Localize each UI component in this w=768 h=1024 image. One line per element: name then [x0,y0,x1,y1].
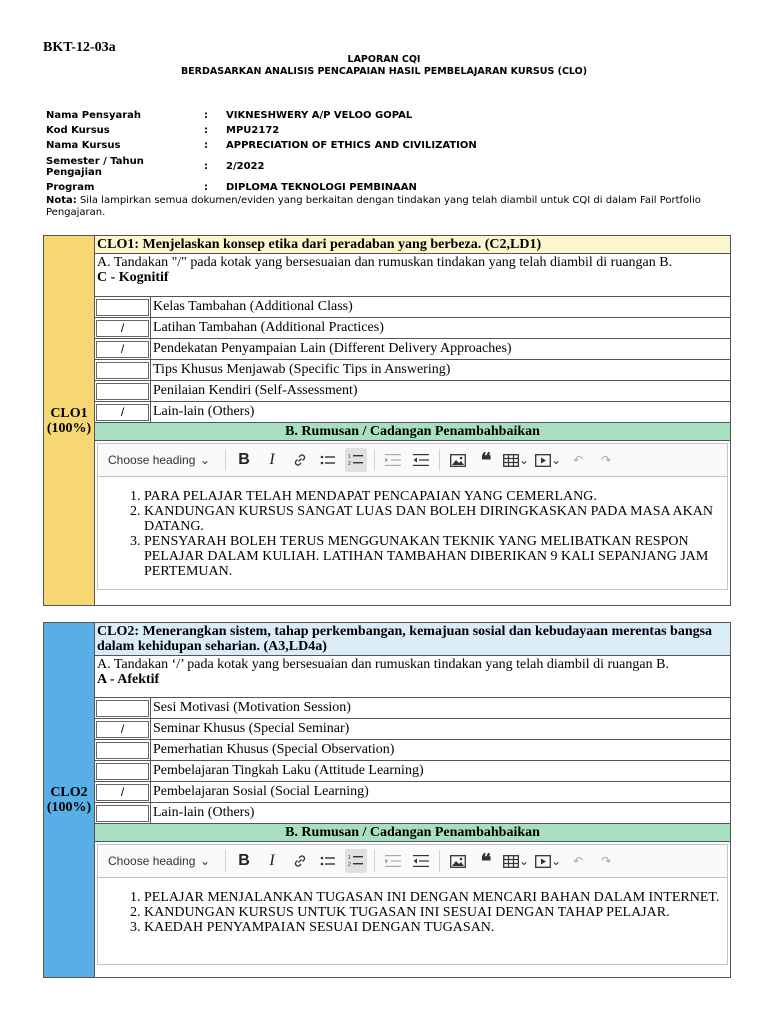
media-icon[interactable] [535,448,561,472]
checkbox[interactable]: / [96,404,149,421]
clo1-section [43,235,731,606]
decrease-indent-icon[interactable] [382,448,404,472]
clo2-instruction: A. Tandakan ‘/’ pada kotak yang bersesuaian dan rumuskan tindakan yang telah diambil di ruangan B. [97,657,669,672]
toolbar-divider [374,850,375,872]
toolbar-divider [225,850,226,872]
checkbox-cell [95,761,151,781]
info-value: VIKNESHWERY A/P VELOO GOPAL [226,110,413,121]
info-row-program [46,180,477,195]
clo1-summary-list [104,489,721,579]
note-text: Sila lampirkan semua dokumen/eviden yang berkaitan dengan tindakan yang telah diambil untuk CQI di dalam Fail Portfolio Pengajaran. [46,195,701,218]
checkbox[interactable] [96,805,149,822]
clo1-editor[interactable] [97,477,728,590]
option-label: Pembelajaran Sosial (Social Learning) [153,784,369,799]
info-label: Semester / Tahun Pengajian [46,155,144,178]
info-colon: : [204,182,208,193]
blockquote-icon[interactable]: ❝ [480,448,492,472]
svg-text:2: 2 [348,862,351,868]
option-row [95,698,730,719]
info-value: APPRECIATION OF ETHICS AND CIVILIZATION [226,140,477,151]
clo1-improvement-header: B. Rumusan / Cadangan Penambahbaikan [95,423,730,441]
option-row [95,719,730,740]
list-item: 2. KANDUNGAN KURSUS SANGAT LUAS DAN BOLEH DIRINGKASKAN PADA MASA AKAN DATANG. [144,504,721,534]
svg-text:1: 1 [348,855,351,861]
clo2-percentage: (100%) [46,800,92,815]
checkbox[interactable] [96,700,149,717]
checkbox-cell [95,803,151,823]
option-row [95,339,730,360]
chevron-down-icon: ⌄ [519,854,530,868]
clo1-title: CLO1: Menjelaskan konsep etika dari peradaban yang berbeza. (C2,LD1) [95,236,730,254]
checkbox-cell [95,318,151,338]
redo-icon[interactable]: ↷ [601,854,612,868]
info-value: DIPLOMA TEKNOLOGI PEMBINAAN [226,182,417,193]
checkbox[interactable] [96,383,149,400]
undo-icon[interactable]: ↶ [573,854,584,868]
redo-icon[interactable]: ↷ [601,453,612,467]
clo1-instruction: A. Tandakan "/" pada kotak yang bersesuaian dan rumuskan tindakan yang telah diambil di ruangan B. [97,255,673,270]
info-value: MPU2172 [226,125,280,136]
report-title-line1: LAPORAN CQI [347,54,421,65]
option-row [95,402,730,423]
checkbox[interactable] [96,362,149,379]
clo2-title: CLO2: Menerangkan sistem, tahap perkembangan, kemajuan sosial dan kebudayaan merentas bangsa dalam kehidupan seharian. (A3,LD4a) [95,623,730,656]
chevron-down-icon: ⌄ [551,453,562,467]
checkbox[interactable]: / [96,320,149,337]
list-item: 1. PARA PELAJAR TELAH MENDAPAT PENCAPAIAN YANG CEMERLANG. [144,489,721,504]
heading-dropdown-label: Choose heading [108,854,196,868]
option-label: Sesi Motivasi (Motivation Session) [153,700,351,715]
report-title-line2: BERDASARKAN ANALISIS PENCAPAIAN HASIL PEMBELAJARAN KURSUS (CLO) [180,66,588,77]
clo1-editor-toolbar [97,443,728,477]
info-colon: : [204,140,208,151]
option-row [95,360,730,381]
checkbox[interactable] [96,299,149,316]
chevron-down-icon: ⌄ [551,854,562,868]
checkbox[interactable] [96,763,149,780]
bold-icon[interactable]: B [238,451,250,468]
chevron-down-icon: ⌄ [199,854,210,868]
heading-dropdown-label: Choose heading [108,453,196,467]
media-icon[interactable] [535,849,561,873]
option-label: Seminar Khusus (Special Seminar) [153,721,350,736]
option-label: Lain-lain (Others) [153,805,255,820]
bold-icon[interactable]: B [238,852,250,869]
clo1-options [95,296,730,423]
image-icon[interactable] [447,448,469,472]
info-label: Program [46,182,95,193]
list-item: 2. KANDUNGAN KURSUS UNTUK TUGASAN INI SESUAI DENGAN TAHAP PELAJAR. [144,905,721,920]
clo2-side-label [44,623,95,977]
list-item: 3. KAEDAH PENYAMPAIAN SESUAI DENGAN TUGASAN. [144,920,721,935]
checkbox-cell [95,381,151,401]
clo1-side-label [44,236,95,605]
svg-text:2: 2 [348,461,351,467]
option-row [95,381,730,402]
info-label: Nama Kursus [46,140,121,151]
form-code: BKT-12-03a [43,40,116,55]
numbered-list-icon[interactable] [345,849,367,873]
clo1-domain: C - Kognitif [97,270,169,285]
link-icon[interactable] [289,448,311,472]
checkbox-cell [95,339,151,359]
option-label: Tips Khusus Menjawab (Specific Tips in Answering) [153,362,451,377]
checkbox-cell [95,782,151,802]
numbered-list-icon[interactable] [345,448,367,472]
option-row [95,761,730,782]
toolbar-divider [374,449,375,471]
option-label: Pemerhatian Khusus (Special Observation) [153,742,395,757]
italic-icon[interactable]: I [269,451,275,468]
option-row [95,803,730,824]
option-label: Penilaian Kendiri (Self-Assessment) [153,383,358,398]
checkbox-cell [95,740,151,760]
option-label: Lain-lain (Others) [153,404,255,419]
option-row [95,740,730,761]
checkbox[interactable]: / [96,784,149,801]
course-info [46,108,477,195]
option-label: Latihan Tambahan (Additional Practices) [153,320,384,335]
increase-indent-icon[interactable] [410,849,432,873]
table-icon[interactable] [503,448,529,472]
decrease-indent-icon[interactable] [382,849,404,873]
info-row-course-code [46,123,477,138]
checkbox[interactable] [96,742,149,759]
info-colon: : [204,161,208,172]
clo1-main [95,236,730,605]
italic-icon[interactable]: I [269,852,275,869]
bulleted-list-icon[interactable] [317,448,339,472]
clo2-section [43,622,731,978]
clo2-instruction-block [95,656,730,688]
report-title [0,54,768,78]
blockquote-icon[interactable]: ❝ [480,849,492,873]
option-label: Pendekatan Penyampaian Lain (Different Delivery Approaches) [153,341,512,356]
toolbar-divider [439,850,440,872]
clo2-domain: A - Afektif [97,672,160,687]
info-row-course-name [46,138,477,153]
increase-indent-icon[interactable] [410,448,432,472]
info-row-lecturer [46,108,477,123]
clo2-summary-list [104,890,721,935]
option-row [95,318,730,339]
option-row [95,782,730,803]
chevron-down-icon: ⌄ [519,453,530,467]
checkbox[interactable]: / [96,341,149,358]
note-label: Nota: [46,195,77,206]
checkbox-cell [95,719,151,739]
table-icon[interactable] [503,849,529,873]
option-row [95,297,730,318]
checkbox-cell [95,360,151,380]
undo-icon[interactable]: ↶ [573,453,584,467]
clo2-editor-toolbar [97,844,728,878]
toolbar-divider [439,449,440,471]
checkbox-cell [95,297,151,317]
info-label: Kod Kursus [46,125,110,136]
clo1-instruction-block [95,254,730,286]
link-icon[interactable] [289,849,311,873]
info-row-semester [46,153,477,180]
chevron-down-icon: ⌄ [199,453,210,467]
list-item: 1. PELAJAR MENJALANKAN TUGASAN INI DENGAN MENCARI BAHAN DALAM INTERNET. [144,890,721,905]
bulleted-list-icon[interactable] [317,849,339,873]
info-colon: : [204,110,208,121]
info-value: 2/2022 [226,161,265,172]
heading-dropdown[interactable] [100,849,218,873]
info-label: Nama Pensyarah [46,110,142,121]
toolbar-divider [225,449,226,471]
clo2-improvement-header: B. Rumusan / Cadangan Penambahbaikan [95,824,730,842]
checkbox-cell [95,698,151,718]
heading-dropdown[interactable] [100,448,218,472]
list-item: 3. PENSYARAH BOLEH TERUS MENGGUNAKAN TEKNIK YANG MELIBATKAN RESPON PELAJAR DALAM KULIAH. LATIHAN TAMBAHAN DIBERIKAN 9 KALI SEPANJANG JAM PERTEMUAN. [144,534,721,579]
clo2-main [95,623,730,977]
clo2-options [95,697,730,824]
clo2-label: CLO2 [50,785,88,800]
clo1-percentage: (100%) [46,420,92,436]
option-label: Pembelajaran Tingkah Laku (Attitude Learning) [153,763,424,778]
note [46,195,706,219]
image-icon[interactable] [447,849,469,873]
svg-text:1: 1 [348,454,351,460]
checkbox[interactable]: / [96,721,149,738]
checkbox-cell [95,402,151,422]
option-label: Kelas Tambahan (Additional Class) [153,299,353,314]
clo1-label: CLO1 [50,405,88,421]
clo2-editor[interactable] [97,878,728,965]
info-colon: : [204,125,208,136]
